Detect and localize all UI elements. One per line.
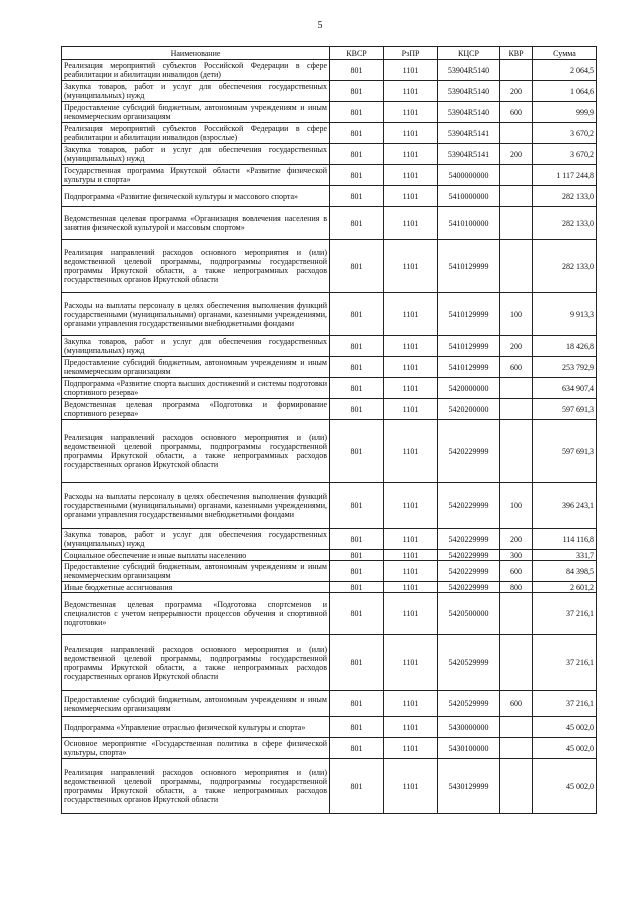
cell-sum: 253 792,9 xyxy=(533,357,597,378)
cell-kvsr: 801 xyxy=(330,483,384,529)
cell-kvsr: 801 xyxy=(330,81,384,102)
cell-kcsr: 5430129999 xyxy=(438,759,500,814)
table-body xyxy=(62,60,597,814)
cell-kvr xyxy=(500,186,533,207)
cell-kvr xyxy=(500,399,533,420)
cell-name: Предоставление субсидий бюджетным, автономным учреждениям и иным некоммерческим организациям xyxy=(62,691,330,717)
cell-name: Ведомственная целевая программа «Подготовка и формирование спортивного резерва» xyxy=(62,399,330,420)
cell-name: Реализация мероприятий субъектов Российской Федерации в сфере реабилитации и абилитации инвалидов (дети) xyxy=(62,60,330,81)
cell-kcsr: 53904R5140 xyxy=(438,102,500,123)
cell-rzpr: 1101 xyxy=(384,186,438,207)
cell-sum: 1 064,6 xyxy=(533,81,597,102)
table-row xyxy=(62,759,597,814)
table-row xyxy=(62,582,597,593)
cell-name: Предоставление субсидий бюджетным, автономным учреждениям и иным некоммерческим организациям xyxy=(62,102,330,123)
table-header-row xyxy=(62,47,597,60)
cell-rzpr: 1101 xyxy=(384,207,438,240)
cell-rzpr: 1101 xyxy=(384,165,438,186)
cell-sum: 45 002,0 xyxy=(533,738,597,759)
cell-rzpr: 1101 xyxy=(384,399,438,420)
cell-kvsr: 801 xyxy=(330,60,384,81)
cell-kvsr: 801 xyxy=(330,378,384,399)
table-row xyxy=(62,529,597,550)
cell-sum: 37 216,1 xyxy=(533,635,597,691)
cell-name: Социальное обеспечение и иные выплаты населению xyxy=(62,550,330,561)
table-row xyxy=(62,240,597,293)
cell-kvr xyxy=(500,240,533,293)
cell-kcsr: 5410000000 xyxy=(438,186,500,207)
cell-sum: 282 133,0 xyxy=(533,186,597,207)
cell-kvsr: 801 xyxy=(330,561,384,582)
table-row xyxy=(62,483,597,529)
cell-kvr: 100 xyxy=(500,293,533,336)
cell-rzpr: 1101 xyxy=(384,420,438,483)
cell-kvsr: 801 xyxy=(330,165,384,186)
cell-kvr: 200 xyxy=(500,529,533,550)
cell-kvsr: 801 xyxy=(330,582,384,593)
cell-kvsr: 801 xyxy=(330,123,384,144)
cell-kvr: 800 xyxy=(500,582,533,593)
cell-kcsr: 5420229999 xyxy=(438,483,500,529)
cell-kcsr: 5410129999 xyxy=(438,336,500,357)
cell-sum: 37 216,1 xyxy=(533,691,597,717)
table-row xyxy=(62,123,597,144)
cell-rzpr: 1101 xyxy=(384,529,438,550)
cell-kcsr: 5420229999 xyxy=(438,550,500,561)
header-kcsr: КЦСР xyxy=(438,47,500,60)
cell-sum: 634 907,4 xyxy=(533,378,597,399)
cell-kvsr: 801 xyxy=(330,336,384,357)
cell-kvsr: 801 xyxy=(330,357,384,378)
cell-sum: 2 064,5 xyxy=(533,60,597,81)
cell-kcsr: 53904R5140 xyxy=(438,81,500,102)
cell-kcsr: 5420000000 xyxy=(438,378,500,399)
cell-rzpr: 1101 xyxy=(384,336,438,357)
cell-name: Подпрограмма «Управление отраслью физической культуры и спорта» xyxy=(62,717,330,738)
table-row xyxy=(62,420,597,483)
table-row xyxy=(62,561,597,582)
cell-sum: 597 691,3 xyxy=(533,420,597,483)
cell-rzpr: 1101 xyxy=(384,582,438,593)
table-row xyxy=(62,691,597,717)
cell-kvr xyxy=(500,759,533,814)
cell-kvsr: 801 xyxy=(330,240,384,293)
cell-kvsr: 801 xyxy=(330,529,384,550)
table-row xyxy=(62,186,597,207)
cell-kcsr: 5410129999 xyxy=(438,357,500,378)
table-row xyxy=(62,81,597,102)
table-row xyxy=(62,165,597,186)
cell-kcsr: 5430100000 xyxy=(438,738,500,759)
cell-name: Реализация направлений расходов основного мероприятия и (или) ведомственной целевой программы, подпрограммы государственной программы Иркутской области, а также непрограммных расходов государственных органов Иркутской области xyxy=(62,759,330,814)
cell-rzpr: 1101 xyxy=(384,738,438,759)
cell-kvr: 200 xyxy=(500,144,533,165)
cell-name: Иные бюджетные ассигнования xyxy=(62,582,330,593)
table-row xyxy=(62,144,597,165)
table-row xyxy=(62,336,597,357)
cell-rzpr: 1101 xyxy=(384,593,438,635)
cell-rzpr: 1101 xyxy=(384,293,438,336)
table-row xyxy=(62,635,597,691)
cell-name: Подпрограмма «Развитие спорта высших достижений и системы подготовки спортивного резерва» xyxy=(62,378,330,399)
table-row xyxy=(62,60,597,81)
cell-sum: 2 601,2 xyxy=(533,582,597,593)
cell-kcsr: 5420500000 xyxy=(438,593,500,635)
table-row xyxy=(62,738,597,759)
cell-kcsr: 5410129999 xyxy=(438,293,500,336)
cell-sum: 84 398,5 xyxy=(533,561,597,582)
cell-kvr xyxy=(500,593,533,635)
cell-kvsr: 801 xyxy=(330,186,384,207)
cell-sum: 3 670,2 xyxy=(533,144,597,165)
cell-name: Расходы на выплаты персоналу в целях обеспечения выполнения функций государственными (муниципальными) органами, казенными учреждениями, органами управления государственными внебюджетными фондами xyxy=(62,293,330,336)
cell-sum: 3 670,2 xyxy=(533,123,597,144)
cell-name: Основное мероприятие «Государственная политика в сфере физической культуры, спорта» xyxy=(62,738,330,759)
cell-kvsr: 801 xyxy=(330,420,384,483)
cell-kcsr: 5420200000 xyxy=(438,399,500,420)
page-number: 5 xyxy=(317,20,323,31)
cell-kvsr: 801 xyxy=(330,717,384,738)
cell-kvsr: 801 xyxy=(330,207,384,240)
budget-table xyxy=(61,46,597,814)
cell-kcsr: 5400000000 xyxy=(438,165,500,186)
cell-sum: 282 133,0 xyxy=(533,240,597,293)
cell-kvsr: 801 xyxy=(330,293,384,336)
table-row xyxy=(62,357,597,378)
cell-kvsr: 801 xyxy=(330,691,384,717)
cell-name: Предоставление субсидий бюджетным, автономным учреждениям и иным некоммерческим организациям xyxy=(62,357,330,378)
header-kvsr: КВСР xyxy=(330,47,384,60)
cell-kvr xyxy=(500,717,533,738)
cell-sum: 999,9 xyxy=(533,102,597,123)
cell-kcsr: 5420229999 xyxy=(438,582,500,593)
cell-rzpr: 1101 xyxy=(384,378,438,399)
cell-kcsr: 5420229999 xyxy=(438,529,500,550)
cell-name: Закупка товаров, работ и услуг для обеспечения государственных (муниципальных) нужд xyxy=(62,144,330,165)
cell-kvsr: 801 xyxy=(330,738,384,759)
cell-sum: 45 002,0 xyxy=(533,717,597,738)
cell-kvr: 600 xyxy=(500,357,533,378)
cell-name: Предоставление субсидий бюджетным, автономным учреждениям и иным некоммерческим организациям xyxy=(62,561,330,582)
cell-kvsr: 801 xyxy=(330,550,384,561)
cell-rzpr: 1101 xyxy=(384,81,438,102)
cell-kvsr: 801 xyxy=(330,399,384,420)
cell-name: Государственная программа Иркутской области «Развитие физической культуры и спорта» xyxy=(62,165,330,186)
cell-kvr xyxy=(500,378,533,399)
header-name: Наименование xyxy=(62,47,330,60)
table-row xyxy=(62,550,597,561)
cell-kvr xyxy=(500,60,533,81)
cell-name: Реализация направлений расходов основного мероприятия и (или) ведомственной целевой программы, подпрограммы государственной программы Иркутской области, а также непрограммных расходов государственных органов Иркутской области xyxy=(62,240,330,293)
cell-name: Закупка товаров, работ и услуг для обеспечения государственных (муниципальных) нужд xyxy=(62,336,330,357)
header-rzpr: РзПР xyxy=(384,47,438,60)
cell-kvr: 200 xyxy=(500,336,533,357)
cell-rzpr: 1101 xyxy=(384,123,438,144)
cell-sum: 18 426,8 xyxy=(533,336,597,357)
cell-sum: 396 243,1 xyxy=(533,483,597,529)
cell-name: Ведомственная целевая программа «Организация вовлечения населения в занятия физической культурой и массовым спортом» xyxy=(62,207,330,240)
header-kvr: КВР xyxy=(500,47,533,60)
cell-kvr xyxy=(500,420,533,483)
cell-name: Ведомственная целевая программа «Подготовка спортсменов и специалистов с учетом непрерывности процессов обучения и спортивной подготовки» xyxy=(62,593,330,635)
cell-sum: 1 117 244,8 xyxy=(533,165,597,186)
cell-kvr: 600 xyxy=(500,561,533,582)
cell-kvr: 600 xyxy=(500,691,533,717)
cell-rzpr: 1101 xyxy=(384,357,438,378)
cell-kvr: 300 xyxy=(500,550,533,561)
cell-kvsr: 801 xyxy=(330,759,384,814)
cell-kvr xyxy=(500,165,533,186)
cell-sum: 282 133,0 xyxy=(533,207,597,240)
cell-name: Реализация направлений расходов основного мероприятия и (или) ведомственной целевой программы, подпрограммы государственной программы Иркутской области, а также непрограммных расходов государственных органов Иркутской области xyxy=(62,635,330,691)
table-row xyxy=(62,102,597,123)
cell-rzpr: 1101 xyxy=(384,561,438,582)
cell-kvsr: 801 xyxy=(330,144,384,165)
cell-kcsr: 5420229999 xyxy=(438,420,500,483)
cell-rzpr: 1101 xyxy=(384,635,438,691)
cell-rzpr: 1101 xyxy=(384,759,438,814)
cell-rzpr: 1101 xyxy=(384,717,438,738)
table-row xyxy=(62,378,597,399)
cell-rzpr: 1101 xyxy=(384,550,438,561)
cell-name: Закупка товаров, работ и услуг для обеспечения государственных (муниципальных) нужд xyxy=(62,81,330,102)
cell-name: Расходы на выплаты персоналу в целях обеспечения выполнения функций государственными (муниципальными) органами, казенными учреждениями, органами управления государственными внебюджетными фондами xyxy=(62,483,330,529)
table-row xyxy=(62,717,597,738)
cell-name: Закупка товаров, работ и услуг для обеспечения государственных (муниципальных) нужд xyxy=(62,529,330,550)
cell-name: Подпрограмма «Развитие физической культуры и массового спорта» xyxy=(62,186,330,207)
cell-kvr: 100 xyxy=(500,483,533,529)
cell-rzpr: 1101 xyxy=(384,240,438,293)
cell-kcsr: 5420529999 xyxy=(438,635,500,691)
cell-rzpr: 1101 xyxy=(384,483,438,529)
cell-sum: 331,7 xyxy=(533,550,597,561)
cell-kcsr: 5410129999 xyxy=(438,240,500,293)
header-sum: Сумма xyxy=(533,47,597,60)
cell-rzpr: 1101 xyxy=(384,102,438,123)
table-row xyxy=(62,207,597,240)
cell-kcsr: 5430000000 xyxy=(438,717,500,738)
cell-kvr xyxy=(500,635,533,691)
cell-kcsr: 53904R5141 xyxy=(438,123,500,144)
cell-kvsr: 801 xyxy=(330,635,384,691)
cell-rzpr: 1101 xyxy=(384,60,438,81)
cell-sum: 597 691,3 xyxy=(533,399,597,420)
cell-kvsr: 801 xyxy=(330,593,384,635)
cell-kcsr: 53904R5141 xyxy=(438,144,500,165)
cell-kvr: 200 xyxy=(500,81,533,102)
cell-kvsr: 801 xyxy=(330,102,384,123)
cell-rzpr: 1101 xyxy=(384,144,438,165)
cell-kcsr: 53904R5140 xyxy=(438,60,500,81)
table-row xyxy=(62,593,597,635)
table-row xyxy=(62,399,597,420)
cell-kcsr: 5420529999 xyxy=(438,691,500,717)
cell-kvr xyxy=(500,123,533,144)
cell-sum: 114 116,8 xyxy=(533,529,597,550)
cell-kcsr: 5420229999 xyxy=(438,561,500,582)
cell-kcsr: 5410100000 xyxy=(438,207,500,240)
cell-name: Реализация мероприятий субъектов Российской Федерации в сфере реабилитации и абилитации инвалидов (взрослые) xyxy=(62,123,330,144)
cell-sum: 37 216,1 xyxy=(533,593,597,635)
cell-kvr: 600 xyxy=(500,102,533,123)
cell-kvr xyxy=(500,738,533,759)
cell-sum: 9 913,3 xyxy=(533,293,597,336)
cell-sum: 45 002,0 xyxy=(533,759,597,814)
table-row xyxy=(62,293,597,336)
cell-name: Реализация направлений расходов основного мероприятия и (или) ведомственной целевой программы, подпрограммы государственной программы Иркутской области, а также непрограммных расходов государственных органов Иркутской области xyxy=(62,420,330,483)
cell-kvr xyxy=(500,207,533,240)
cell-rzpr: 1101 xyxy=(384,691,438,717)
